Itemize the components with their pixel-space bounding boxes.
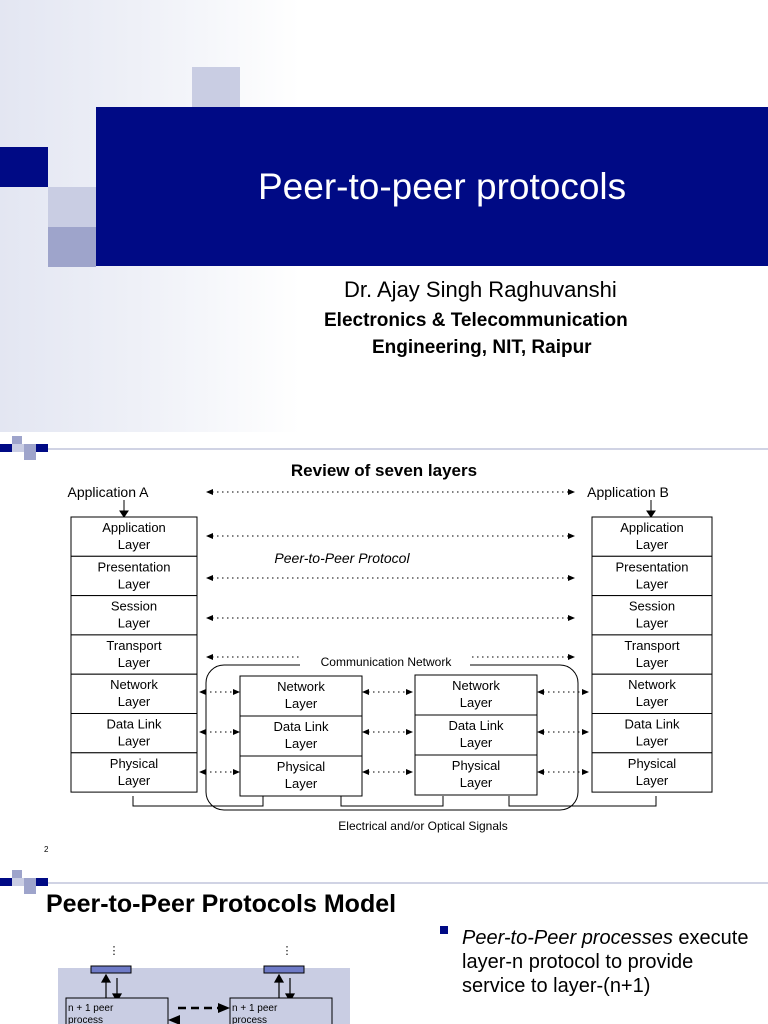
- application-a-label: Application A: [67, 484, 149, 500]
- peer-process-right-label-2: process: [232, 1015, 268, 1024]
- end-b-layer-label: Layer: [635, 615, 669, 631]
- arrowhead-icon: [199, 729, 206, 735]
- arrowhead-icon: [406, 689, 413, 695]
- end-a-layer-label: Layer: [117, 615, 151, 631]
- mid-1-layer-label: Network: [277, 679, 325, 694]
- arrowhead-icon: [233, 769, 240, 775]
- peer-process-right-label: n + 1 peer: [232, 1003, 278, 1014]
- arrowhead-icon: [233, 729, 240, 735]
- end-b-layer-label: Session: [628, 598, 676, 614]
- arrowhead-icon: [406, 729, 413, 735]
- affiliation-line-2: Engineering, NIT, Raipur: [372, 337, 592, 358]
- end-b-layer-label: Application: [620, 520, 684, 535]
- arrowhead-icon: [582, 729, 589, 735]
- communication-network-label: Communication Network: [320, 655, 452, 669]
- end-a-layer-label: Layer: [117, 576, 151, 592]
- intermediate-stack-1: [240, 676, 362, 796]
- mid-2-layer-label: Physical: [451, 758, 501, 773]
- mid-1-layer-label: Physical: [276, 759, 326, 774]
- end-b-layer-label: Data Link: [624, 716, 680, 732]
- arrowhead-icon: [233, 689, 240, 695]
- arrowhead-icon: [362, 729, 369, 735]
- author-name: Dr. Ajay Singh Raghuvanshi: [344, 277, 617, 302]
- end-b-layer-label: Layer: [635, 576, 669, 592]
- end-b-layer-label: Network: [628, 677, 676, 693]
- mid-2-layer-label: Network: [452, 678, 500, 693]
- mid-1-layer-label: Data Link: [273, 719, 329, 734]
- arrowhead-icon: [199, 689, 206, 695]
- arrowhead-icon: [406, 769, 413, 775]
- affiliation-line-1: Electronics & Telecommunication: [324, 310, 628, 331]
- mid-2-layer-label: Layer: [459, 695, 493, 710]
- mid-2-layer-label: Layer: [459, 735, 493, 750]
- sap-left: [91, 966, 131, 973]
- ellipsis-right: ⋮: [281, 945, 293, 957]
- seven-layers-slide: [0, 432, 768, 866]
- end-a-layer-label: Layer: [117, 654, 151, 670]
- arrowhead-icon: [199, 769, 206, 775]
- mid-2-layer-label: Data Link: [448, 718, 504, 733]
- arrowhead-icon: [206, 575, 213, 581]
- end-a-layer-label: Presentation: [97, 559, 171, 575]
- peer-process-left-label-2: process: [68, 1015, 104, 1024]
- application-b-label: Application B: [587, 484, 669, 500]
- arrowhead-icon: [362, 689, 369, 695]
- ellipsis-left: ⋮: [108, 945, 120, 957]
- sap-right: [264, 966, 304, 973]
- bullet-italic: Peer-to-Peer processes: [462, 927, 673, 949]
- end-stack-a: [71, 517, 197, 792]
- arrowhead-icon: [568, 489, 575, 495]
- diagram-title: Review of seven layers: [290, 461, 478, 480]
- end-stack-b: [592, 517, 712, 792]
- end-a-layer-label: Data Link: [106, 716, 162, 732]
- peer-protocol-label: Peer-to-Peer Protocol: [274, 550, 410, 566]
- end-b-layer-label: Presentation: [615, 559, 689, 575]
- end-b-layer-label: Layer: [635, 772, 669, 788]
- deco-square: [192, 67, 240, 107]
- mid-2-layer-label: Layer: [459, 775, 493, 790]
- deco-square: [0, 147, 48, 187]
- end-b-layer-label: Physical: [627, 755, 677, 771]
- title-slide: [0, 0, 768, 432]
- bullet-rest: execute layer-n protocol to provide service to layer-(n+1): [462, 927, 749, 997]
- end-b-layer-label: Layer: [635, 654, 669, 670]
- bullet-text: [462, 926, 762, 998]
- arrowhead-icon: [206, 489, 213, 495]
- end-a-layer-label: Layer: [117, 537, 151, 552]
- end-a-layer-label: Transport: [106, 637, 162, 653]
- arrowhead-icon: [582, 769, 589, 775]
- arrowhead-icon: [362, 769, 369, 775]
- arrowhead-icon: [582, 689, 589, 695]
- end-a-layer-label: Physical: [109, 755, 159, 771]
- arrowhead-icon: [537, 689, 544, 695]
- seven-layer-diagram: [0, 432, 768, 866]
- end-a-layer-label: Network: [110, 677, 158, 693]
- arrowhead-icon: [206, 615, 213, 621]
- deco-square: [48, 187, 96, 227]
- mid-1-layer-label: Layer: [284, 776, 318, 791]
- arrowhead-icon: [568, 654, 575, 660]
- end-b-layer-label: Layer: [635, 694, 669, 710]
- arrowhead-icon: [206, 533, 213, 539]
- end-a-layer-label: Layer: [117, 772, 151, 788]
- end-a-layer-label: Layer: [117, 733, 151, 749]
- slide-title: Peer-to-Peer Protocols Model: [46, 890, 397, 918]
- end-b-layer-label: Layer: [635, 733, 669, 749]
- bullet-icon: [440, 926, 448, 934]
- end-a-layer-label: Application: [102, 520, 166, 535]
- intermediate-stack-2: [415, 675, 537, 795]
- down-arrow-icon: [120, 500, 655, 517]
- arrowhead-icon: [537, 729, 544, 735]
- arrowhead-icon: [568, 533, 575, 539]
- p2p-model-slide: [0, 866, 768, 1024]
- end-b-layer-label: Layer: [635, 537, 669, 552]
- mid-1-layer-label: Layer: [284, 696, 318, 711]
- slide-title: Peer-to-peer protocols: [258, 166, 627, 207]
- mid-1-layer-label: Layer: [284, 736, 318, 751]
- arrowhead-icon: [537, 769, 544, 775]
- peer-process-left-label: n + 1 peer: [68, 1003, 114, 1014]
- page-number: 2: [44, 845, 49, 854]
- deco-square: [48, 227, 96, 267]
- arrowhead-icon: [568, 575, 575, 581]
- arrowhead-icon: [206, 654, 213, 660]
- end-b-layer-label: Transport: [624, 637, 680, 653]
- signals-label: Electrical and/or Optical Signals: [338, 819, 508, 833]
- arrowhead-icon: [568, 615, 575, 621]
- end-a-layer-label: Session: [110, 598, 158, 614]
- end-a-layer-label: Layer: [117, 694, 151, 710]
